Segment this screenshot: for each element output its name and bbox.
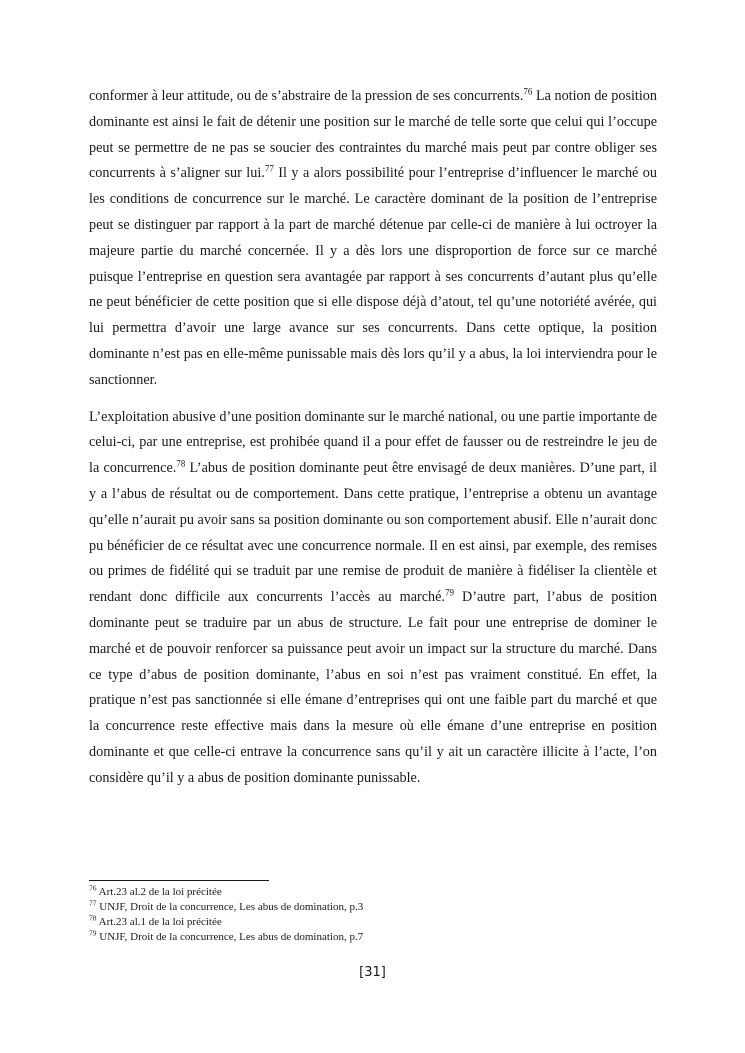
footnote-77 <box>89 900 649 915</box>
paragraph-text: L’exploitation abusive d’une position dominante sur le marché national, ou une partie importante de celui-ci, par une entreprise, est prohibée quand il a pour effet de fausser ou de restreindre le jeu de la concurrence. <box>89 408 657 477</box>
footnote-78 <box>89 915 649 930</box>
footnote-number: 79 <box>89 928 97 938</box>
footnote-number: 77 <box>89 898 97 908</box>
footnote-79 <box>89 930 649 945</box>
footnote-76 <box>89 885 649 900</box>
paragraph-text: La notion de position dominante est ainsi le fait de détenir une position sur le marché de telle sorte que celui qui l’occupe peut se permettre de ne pas se soucier des contraintes du marché mais peut par contre obliger ses concurrents à s’aligner sur lui. <box>89 88 657 182</box>
paragraph-text: Il y a alors possibilité pour l’entreprise d’influencer le marché ou les conditions de concurrence sur le marché. Le caractère dominant de la position de l’entreprise peut se distinguer par rapport à la part de marché détenue par celle-ci de manière à lui octroyer la majeure partie du marché concernée. Il y a dès lors une disproportion de force sur ce marché puisque l’entreprise en question sera avantagée par rapport à ses concurrents d’autant plus qu’elle ne peut bénéficier de cette position que si elle dispose déjà d’atout, tel qu’une notoriété avérée, qui lui permettra d’avoir une large avance sur ses concurrents. Dans cette optique, la position dominante n’est pas en elle-même punissable mais dès lors qu’il y a abus, la loi interviendra pour le sanctionner. <box>89 165 657 388</box>
paragraph-text: L’abus de position dominante peut être envisagé de deux manières. D’une part, il y a l’abus de résultat ou de comportement. Dans cette pratique, l’entreprise a obtenu un avantage qu’elle n’aurait pu avoir sans sa position dominante ou son comportement abusif. Elle n’aurait donc pu bénéficier de ce résultat avec une concurrence normale. Il en est ainsi, par exemple, des remises ou primes de fidélité qui se traduit par une remise de produit de manière à fidéliser la clientèle et rendant donc difficile aux concurrents l’accès au marché. <box>89 460 657 606</box>
footnote-reference: 78 <box>176 458 186 469</box>
paragraph-2 <box>89 405 657 792</box>
paragraph-text: conformer à leur attitude, ou de s’abstraire de la pression de ses concurrents. <box>89 88 524 104</box>
footnote-reference: 76 <box>523 86 533 97</box>
footnote-text: Art.23 al.2 de la loi précitée <box>96 886 222 898</box>
footnote-separator <box>89 880 269 881</box>
footnote-reference: 79 <box>444 587 454 598</box>
footnote-number: 78 <box>89 913 97 923</box>
page-number: [31] <box>359 965 386 980</box>
footnotes <box>89 885 649 945</box>
body-text <box>89 84 657 792</box>
footnote-reference: 77 <box>264 163 274 174</box>
paragraph-text: D’autre part, l’abus de position dominante peut se traduire par un abus de structure. Le fait pour une entreprise de dominer le marché et de pouvoir renforcer sa puissance peut avoir un impact sur la structure du marché. Dans ce type d’abus de position dominante, l’abus en soi n’est pas vraiment constitué. En effet, la pratique n’est pas sanctionnée si elle émane d’entreprises qui ont une faible part du marché et que la concurrence reste effective mais dans la mesure où elle émane d’une entreprise en position dominante et que celle-ci entrave la concurrence sans qu’il y ait un caractère illicite à l’acte, l’on considère qu’il y a abus de position dominante punissable. <box>89 589 657 786</box>
footnote-text: Art.23 al.1 de la loi précitée <box>96 916 222 928</box>
paragraph-1 <box>89 84 657 394</box>
footnote-text: UNJF, Droit de la concurrence, Les abus de domination, p.7 <box>96 931 364 943</box>
footnote-number: 76 <box>89 883 97 893</box>
footnote-text: UNJF, Droit de la concurrence, Les abus de domination, p.3 <box>96 901 364 913</box>
